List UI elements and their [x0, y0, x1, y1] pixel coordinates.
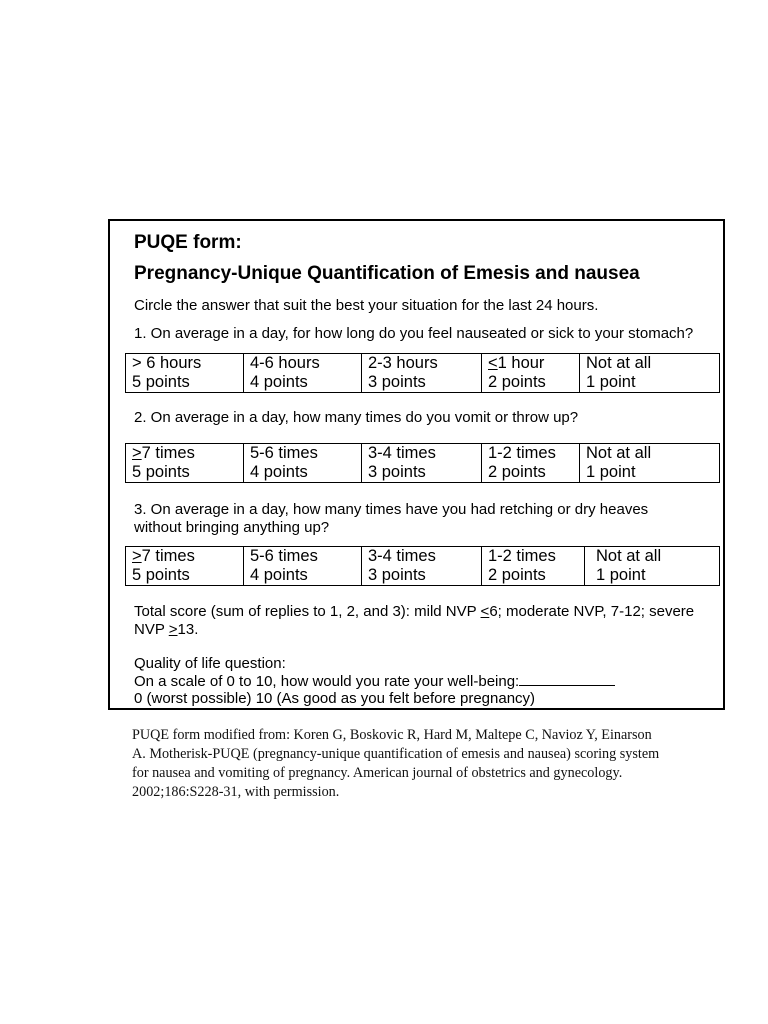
- answer-points: 2 points: [488, 566, 546, 584]
- qol-scale: 0 (worst possible) 10 (As good as you felt before pregnancy): [134, 690, 536, 707]
- answer-label: Not at all: [596, 547, 662, 565]
- answer-option[interactable]: [580, 354, 719, 392]
- answer-points: 5 points: [132, 463, 190, 481]
- wellbeing-answer-blank[interactable]: [519, 673, 615, 686]
- answer-option[interactable]: [126, 444, 244, 482]
- answer-option[interactable]: [580, 444, 719, 482]
- answer-option[interactable]: [482, 547, 585, 585]
- citation-line: PUQE form modified from: Koren G, Boskovic R, Hard M, Maltepe C, Navioz Y, Einarson: [132, 727, 652, 743]
- answer-option[interactable]: [482, 354, 580, 392]
- answer-option[interactable]: [362, 354, 482, 392]
- question-3-line1: 3. On average in a day, how many times have you had retching or dry heaves: [134, 501, 649, 518]
- answer-mark: >: [132, 444, 142, 462]
- answer-label: 7 times: [141, 444, 195, 462]
- total-score: [134, 603, 694, 639]
- answer-option[interactable]: [362, 547, 482, 585]
- question-2: 2. On average in a day, how many times do you vomit or throw up?: [134, 409, 579, 426]
- answer-option[interactable]: [126, 354, 244, 392]
- total-mark: >: [168, 621, 178, 638]
- total-text: NVP: [134, 621, 169, 638]
- answer-row-q3: [125, 546, 720, 586]
- answer-row-q1: [125, 353, 720, 393]
- answer-label: Not at all: [586, 444, 652, 462]
- answer-label: 5-6 times: [250, 547, 318, 565]
- answer-label: 1 hour: [497, 354, 545, 372]
- answer-points: 3 points: [368, 463, 426, 481]
- answer-points: 1 point: [596, 566, 646, 584]
- answer-option[interactable]: [244, 444, 362, 482]
- answer-points: 5 points: [132, 566, 190, 584]
- question-1: 1. On average in a day, for how long do you feel nauseated or sick to your stomach?: [134, 325, 694, 342]
- answer-row-q2: [125, 443, 720, 483]
- answer-label: 4-6 hours: [250, 354, 320, 372]
- answer-points: 5 points: [132, 373, 190, 391]
- answer-points: 4 points: [250, 463, 308, 481]
- citation-line: 2002;186:S228-31, with permission.: [132, 784, 340, 800]
- puqe-form: [108, 219, 725, 710]
- form-subtitle: Pregnancy-Unique Quantification of Emesis and nausea: [134, 263, 640, 284]
- answer-points: 3 points: [368, 566, 426, 584]
- answer-points: 4 points: [250, 566, 308, 584]
- answer-label: 3-4 times: [368, 444, 436, 462]
- total-text: 6; moderate NVP, 7-12; severe: [489, 603, 695, 620]
- answer-mark: >: [132, 547, 142, 565]
- answer-label: 1-2 times: [488, 547, 556, 565]
- form-title: PUQE form:: [134, 232, 242, 253]
- answer-option[interactable]: [362, 444, 482, 482]
- answer-points: 3 points: [368, 373, 426, 391]
- qol-heading: Quality of life question:: [134, 655, 286, 672]
- answer-label: Not at all: [586, 354, 652, 372]
- answer-label: 1-2 times: [488, 444, 556, 462]
- answer-option[interactable]: [482, 444, 580, 482]
- qol-question-text: On a scale of 0 to 10, how would you rate your well-being:: [134, 673, 520, 690]
- citation-line: for nausea and vomiting of pregnancy. American journal of obstetrics and gynecology.: [132, 765, 623, 781]
- answer-label: 7 times: [141, 547, 195, 565]
- answer-label: 2-3 hours: [368, 354, 438, 372]
- answer-label: 5-6 times: [250, 444, 318, 462]
- answer-points: 4 points: [250, 373, 308, 391]
- answer-label: 3-4 times: [368, 547, 436, 565]
- answer-option[interactable]: [244, 547, 362, 585]
- answer-points: 2 points: [488, 373, 546, 391]
- answer-mark: <: [488, 354, 498, 372]
- answer-points: 2 points: [488, 463, 546, 481]
- total-text: 13.: [177, 621, 199, 638]
- total-text: Total score (sum of replies to 1, 2, and 3): mild NVP: [134, 603, 481, 620]
- answer-points: 1 point: [586, 373, 636, 391]
- question-3-line2: without bringing anything up?: [134, 519, 330, 536]
- qol-question: [134, 673, 615, 691]
- citation: [132, 726, 722, 802]
- question-3: [134, 501, 648, 537]
- answer-label: > 6 hours: [132, 354, 202, 372]
- answer-option[interactable]: [126, 547, 244, 585]
- answer-option[interactable]: [244, 354, 362, 392]
- answer-option[interactable]: [585, 547, 719, 585]
- citation-line: A. Motherisk-PUQE (pregnancy-unique quantification of emesis and nausea) scoring system: [132, 746, 660, 762]
- answer-points: 1 point: [586, 463, 636, 481]
- total-mark: <: [480, 603, 490, 620]
- form-instruction: Circle the answer that suit the best your situation for the last 24 hours.: [134, 297, 599, 314]
